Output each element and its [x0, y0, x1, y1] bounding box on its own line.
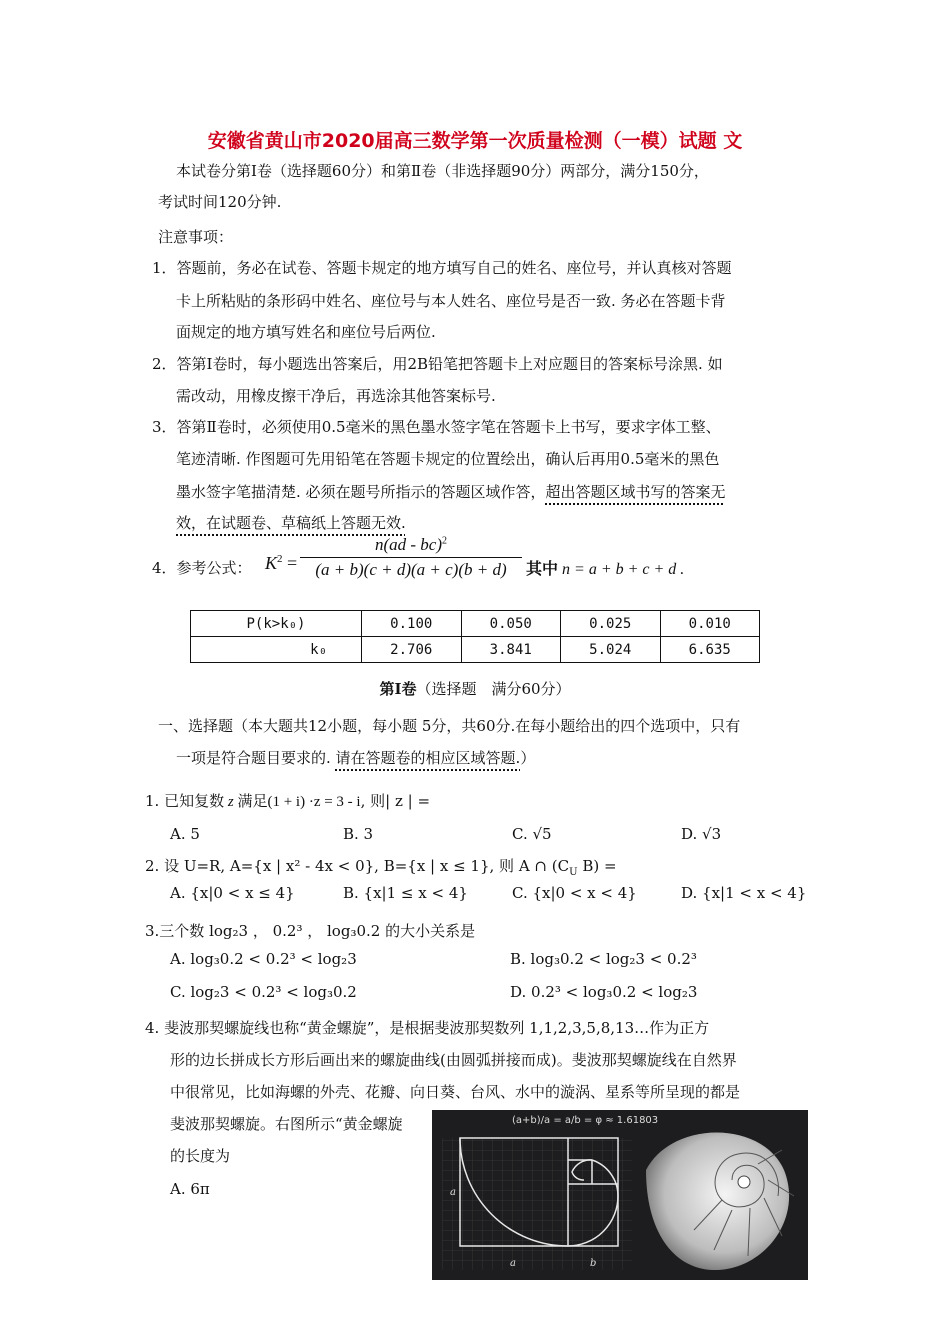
- formula-where-label: 其中: [526, 559, 559, 578]
- q1-stem: [145, 790, 430, 811]
- notice-item-3-line-1: 3．答第Ⅱ卷时，必须使用0.5毫米的黑色墨水签字笔在答题卡上书写，要求字体工整、: [152, 418, 721, 436]
- table-cell: 2.706: [362, 637, 462, 663]
- q1-option-c: C. √5: [512, 825, 552, 843]
- intro-line-2: 考试时间120分钟.: [158, 193, 282, 211]
- q2-stem-text: 2. 设 U=R, A={x | x² - 4x < 0}, B={x | x ≤ 1}, 则 A ∩ (C: [145, 857, 570, 875]
- q3-option-d: D. 0.2³ < log₃0.2 < log₂3: [510, 983, 698, 1001]
- table-cell: 0.050: [461, 611, 561, 637]
- formula-where-expr: n = a + b + c + d .: [558, 561, 685, 578]
- notice-item-3-line-2: 笔迹清晰. 作图题可先用铅笔在答题卡规定的位置绘出，确认后再用0.5毫米的黑色: [176, 450, 720, 468]
- section-heading-bold: 第Ⅰ卷: [379, 680, 417, 698]
- golden-spiral-illustration: [432, 1110, 808, 1280]
- label-a: a: [510, 1258, 516, 1269]
- notice-item-3-line-4: 效，在试题卷、草稿纸上答题无效.: [176, 514, 406, 532]
- section-heading-rest: （选择题 满分60分）: [416, 680, 571, 698]
- formula-where: [526, 556, 684, 579]
- q3-option-b: B. log₃0.2 < log₂3 < 0.2³: [510, 950, 697, 968]
- q1-stem-eq: (1 + i) ·z = 3 - i: [267, 794, 361, 810]
- label-a-side: a: [450, 1187, 456, 1198]
- q3-option-c: C. log₂3 < 0.2³ < log₃0.2: [170, 983, 357, 1001]
- notice-emphasis-1: 超出答题区域书写的答案无: [545, 483, 726, 501]
- table-cell: 0.025: [561, 611, 661, 637]
- part1-line-1: 一、选择题（本大题共12小题，每小题 5分，共60分.在每小题给出的四个选项中，只有: [158, 717, 741, 735]
- q1-stem-b: 满足: [237, 792, 268, 810]
- golden-spiral-figure: [432, 1110, 808, 1280]
- nautilus-shell-image: [646, 1133, 794, 1271]
- q4-line-2: 形的边长拼成长方形后画出来的螺旋曲线(由圆弧拼接而成)。斐波那契螺旋线在自然界: [170, 1051, 737, 1069]
- notice-item-1-line-3: 面规定的地方填写姓名和座位号后两位.: [176, 323, 436, 341]
- part1-line-2-c: ）: [520, 749, 536, 767]
- q4-line-3: 中很常见，比如海螺的外壳、花瓣、向日葵、台风、水中的漩涡、星系等所呈现的都是: [170, 1083, 741, 1101]
- q1-stem-a: 1. 已知复数: [145, 792, 225, 810]
- formula-k: K: [265, 553, 278, 573]
- q4-line-4: 斐波那契螺旋。右图所示“黄金螺旋: [170, 1115, 403, 1133]
- q3-option-a: A. log₃0.2 < 0.2³ < log₂3: [170, 950, 357, 968]
- table-cell: 6.635: [660, 637, 760, 663]
- table-cell: 3.841: [461, 637, 561, 663]
- table-row: [191, 611, 760, 637]
- formula-lhs: [265, 553, 297, 574]
- q2-option-c: C. {x|0 < x < 4}: [512, 884, 637, 902]
- q2-stem-end: B) =: [577, 857, 617, 875]
- q4-line-5: 的长度为: [170, 1147, 231, 1165]
- notice-item-2-line-2: 需改动，用橡皮擦干净后，再选涂其他答案标号.: [176, 387, 496, 405]
- formula-fraction: [300, 535, 522, 580]
- q4-line-1: 4. 斐波那契螺旋线也称“黄金螺旋”，是根据斐波那契数列 1,1,2,3,5,8,13…作为正方: [145, 1019, 710, 1037]
- notice-item-2-line-1: 2．答第Ⅰ卷时，每小题选出答案后，用2B铅笔把答题卡上对应题目的答案标号涂黑. 如: [152, 355, 723, 373]
- table-cell: 0.100: [362, 611, 462, 637]
- q1-option-b: B. 3: [343, 825, 374, 843]
- part1-line-2-a: 一项是符合题目要求的.: [176, 749, 336, 767]
- formula-numerator: [300, 535, 522, 555]
- notice-item-1-line-2: 卡上所粘贴的条形码中姓名、座位号与本人姓名、座位号是否一致. 务必在答题卡背: [176, 292, 726, 310]
- critical-value-table: [190, 610, 760, 663]
- q1-stem-z: z: [224, 794, 238, 810]
- formula-numerator-text: n(ad - bc): [374, 535, 443, 554]
- table-row: [191, 637, 760, 663]
- grid-background: [442, 1138, 632, 1270]
- fraction-bar: [300, 557, 522, 558]
- notice-item-4-prefix: 4．参考公式：: [152, 559, 252, 577]
- formula-numerator-exp: 2: [442, 535, 448, 547]
- label-b: b: [590, 1258, 597, 1269]
- q4-option-a: A. 6π: [170, 1180, 210, 1198]
- q2-option-a: A. {x|0 < x ≤ 4}: [170, 884, 295, 902]
- q2-stem-sub: U: [569, 867, 578, 878]
- notice-item-3-line-3-text: 墨水签字笔描清楚. 必须在题号所指示的答题区域作答，: [176, 483, 546, 501]
- q2-stem: [145, 855, 617, 878]
- notice-item-3-line-3: [176, 481, 726, 502]
- q1-option-a: A. 5: [170, 825, 200, 843]
- q2-option-d: D. {x|1 < x < 4}: [681, 884, 807, 902]
- q1-stem-d: | z | =: [385, 792, 431, 810]
- formula-k-exp: 2: [277, 553, 283, 565]
- intro-line-1: 本试卷分第Ⅰ卷（选择题60分）和第Ⅱ卷（非选择题90分）两部分，满分150分，: [176, 162, 709, 180]
- q1-option-d: D. √3: [681, 825, 722, 843]
- q3-stem: 3.三个数 log₂3 ， 0.2³ ， log₃0.2 的大小关系是: [145, 922, 476, 940]
- formula-eq: =: [282, 553, 298, 573]
- section-heading: [0, 678, 950, 699]
- table-cell: 5.024: [561, 637, 661, 663]
- notice-heading: 注意事项：: [158, 228, 234, 246]
- part1-emphasis: 请在答题卷的相应区域答题.: [335, 749, 521, 767]
- table-cell: P(k>k₀): [191, 611, 362, 637]
- q2-option-b: B. {x|1 ≤ x < 4}: [343, 884, 468, 902]
- formula-denominator: (a + b)(c + d)(a + c)(b + d): [315, 560, 507, 579]
- q1-stem-c: , 则: [360, 792, 386, 810]
- golden-ratio-formula: (a+b)/a = a/b = φ ≈ 1.61803: [512, 1115, 659, 1126]
- part1-line-2: [176, 747, 535, 768]
- notice-item-1-line-1: 1．答题前，务必在试卷、答题卡规定的地方填写自己的姓名、座位号，并认真核对答题: [152, 259, 732, 277]
- page-title: 安徽省黄山市2020届高三数学第一次质量检测（一模）试题 文: [207, 130, 743, 152]
- table-cell: 0.010: [660, 611, 760, 637]
- table-cell: k₀: [191, 637, 362, 663]
